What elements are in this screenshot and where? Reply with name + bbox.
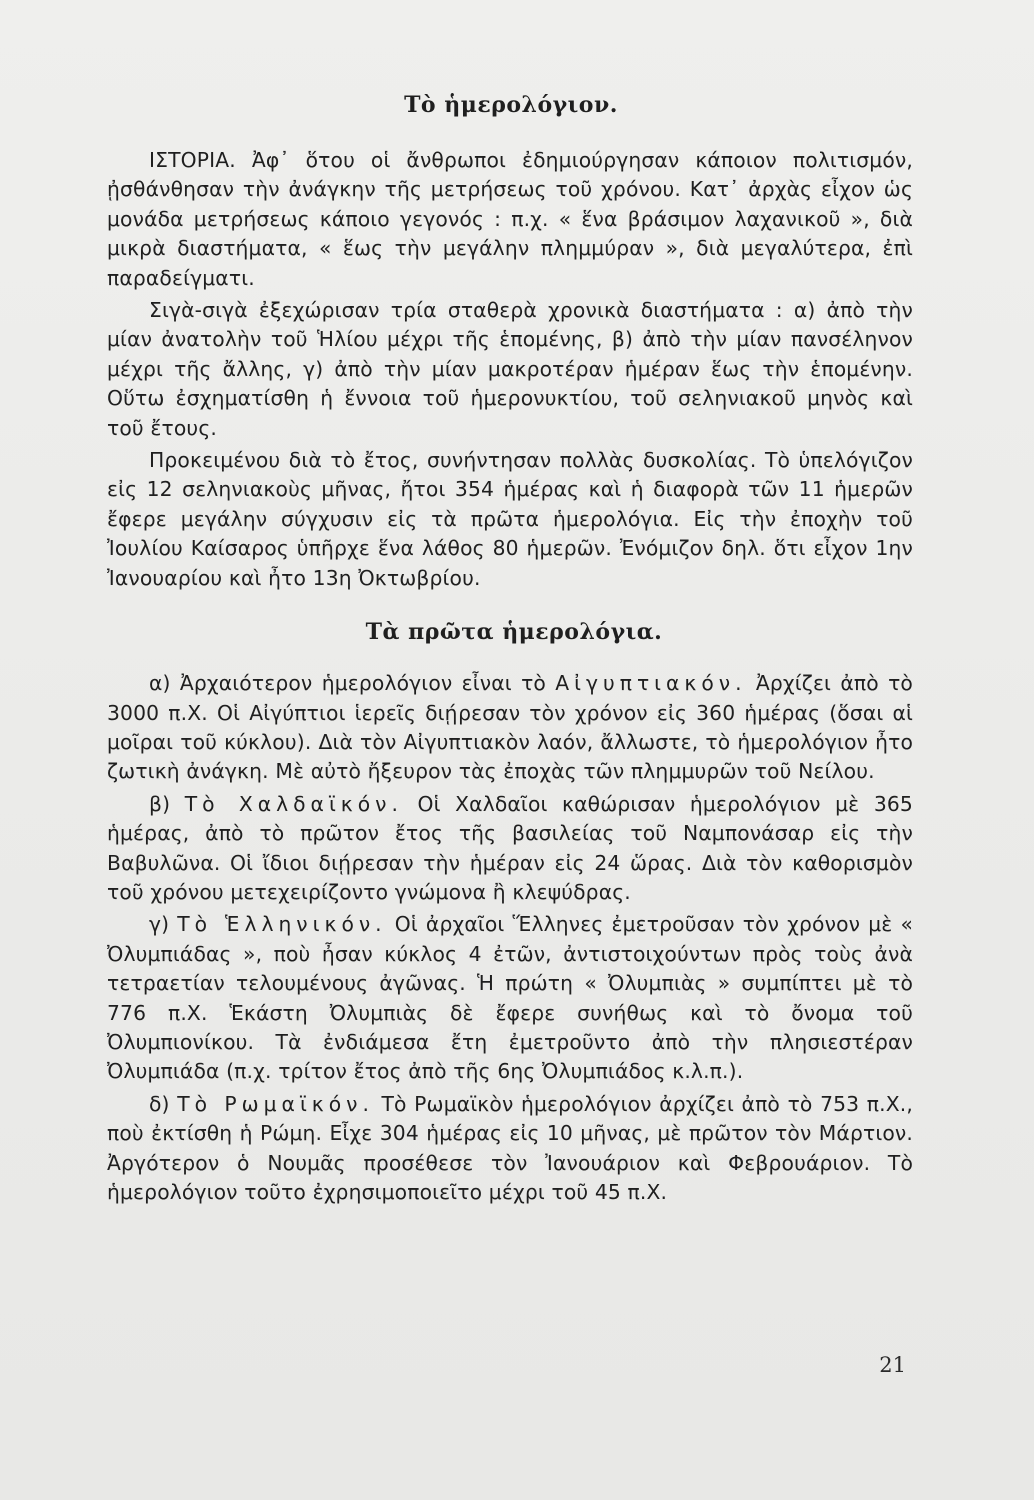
history-paragraph-1: ΙΣΤΟΡΙΑ. Ἀφ᾽ ὅτου οἱ ἄνθρωποι ἐδημιούργησαν κάποιον πολιτισμόν, ᾐσθάνθησαν τὴν ἀνάγκην τῆς μετρήσεως τοῦ χρόνου. Κατ᾽ ἀρχὰς εἶχον ὡς μονάδα μετρήσεως κάποιο γεγονός : π.χ. « ἕνα βράσιμον λαχανικοῦ », διὰ μικρὰ διαστήματα, « ἕως τὴν μεγάλην πλημμύραν », διὰ μεγαλύτερα, ἐπὶ παραδείγματι. (107, 148, 913, 290)
calendar-egyptian (107, 669, 913, 787)
calendar-greek (107, 910, 913, 1086)
history-paragraph-3: Προκειμένου διὰ τὸ ἔτος, συνήντησαν πολλὰς δυσκολίας. Τὸ ὑπελόγιζον εἰς 12 σεληνιακοὺς μῆνας, ἤτοι 354 ἡμέρας καὶ ἡ διαφορὰ τῶν 11 ἡμερῶν ἔφερε μεγάλην σύγχυσιν εἰς τὰ πρῶτα ἡμερολόγια. Εἰς τὴν ἐποχὴν τοῦ Ἰουλίου Καίσαρος ὑπῆρχε ἕνα λάθος 80 ἡμερῶν. Ἐνόμιζον δηλ. ὅτι εἶχον 1ην Ἰανουαρίου καὶ ἦτο 13η Ὀκτωβρίου. (107, 448, 913, 590)
history-paragraph-2: Σιγὰ-σιγὰ ἐξεχώρισαν τρία σταθερὰ χρονικὰ διαστήματα : α) ἀπὸ τὴν μίαν ἀνατολὴν τοῦ Ἡλίου μέχρι τῆς ἑπομένης, β) ἀπὸ τὴν μίαν πανσέληνον μέχρι τῆς ἄλλης, γ) ἀπὸ τὴν μίαν μακροτέραν ἡμέραν ἕως τὴν ἑπομένην. Οὕτω ἐσχηματίσθη ἡ ἔννοια τοῦ ἡμερονυκτίου, τοῦ σεληνιακοῦ μηνὸς καὶ τοῦ ἔτους. (107, 298, 913, 440)
calendar-chaldean-name: Τὸ Χαλδαϊκόν. (184, 791, 403, 816)
calendar-chaldean (107, 790, 913, 908)
section-title: Τὰ πρῶτα ἡμερολόγια. (365, 619, 663, 646)
calendar-greek-name: Τὸ Ἑλληνικόν. (177, 912, 387, 937)
calendar-greek-prefix: γ) (149, 912, 178, 937)
calendar-egyptian-name: Αἰγυπτιακόν. (555, 671, 747, 696)
calendar-roman (107, 1090, 913, 1208)
page-number: 21 (879, 1353, 906, 1377)
text-column (107, 92, 913, 1207)
calendar-chaldean-prefix: β) (149, 791, 185, 816)
page-title: Τὸ ἡμερολόγιον. (404, 92, 618, 118)
calendar-roman-prefix: δ) (149, 1091, 178, 1116)
calendar-roman-name: Τὸ Ρωμαϊκόν. (177, 1091, 374, 1116)
calendar-chaldean-text: Οἱ Χαλδαῖοι καθώρισαν ἡμερολόγιον μὲ 365 ἡμέρας, ἀπὸ τὸ πρῶτον ἔτος τῆς βασιλείας τοῦ Ναμπονάσαρ εἰς τὴν Βαβυλῶνα. Οἱ ἴδιοι διῄρεσαν τὴν ἡμέραν εἰς 24 ὥρας. Διὰ τὸν καθορισμὸν τοῦ χρόνου μετεχειρίζοντο γνώμονα ἢ κλεψύδρας. (107, 791, 913, 904)
calendar-roman-text: Τὸ Ρωμαϊκὸν ἡμερολόγιον ἀρχίζει ἀπὸ τὸ 753 π.Χ., ποὺ ἐκτίσθη ἡ Ρώμη. Εἶχε 304 ἡμέρας εἰς 10 μῆνας, μὲ πρῶτον τὸν Μάρτιον. Ἀργότερον ὁ Νουμᾶς προσέθεσε τὸν Ἰανουάριον καὶ Φεβρουάριον. Τὸ ἡμερολόγιον τοῦτο ἐχρησιμοποιεῖτο μέχρι τοῦ 45 π.Χ. (107, 1091, 914, 1204)
calendar-egyptian-text: Ἀρχίζει ἀπὸ τὸ 3000 π.Χ. Οἱ Αἰγύπτιοι ἱερεῖς διῄρεσαν τὸν χρόνον εἰς 360 ἡμέρας (ὅσαι αἱ μοῖραι τοῦ κύκλου). Διὰ τὸν Αἰγυπτιακὸν λαόν, ἄλλωστε, τὸ ἡμερολόγιον ἦτο ζωτικὴ ἀνάγκη. Μὲ αὐτὸ ἤξευρον τὰς ἐποχὰς τῶν πλημμυρῶν τοῦ Νείλου. (107, 671, 913, 784)
calendar-greek-text: Οἱ ἀρχαῖοι Ἕλληνες ἐμετροῦσαν τὸν χρόνον μὲ « Ὀλυμπιάδας », ποὺ ἦσαν κύκλος 4 ἐτῶν, ἀντιστοιχούντων πρὸς τοὺς ἀνὰ τετραετίαν τελουμένους ἀγῶνας. Ἡ πρώτη « Ὀλυμπιὰς » συμπίπτει μὲ τὸ 776 π.Χ. Ἑκάστη Ὀλυμπιὰς δὲ ἔφερε συνήθως καὶ τὸ ὄνομα τοῦ Ὀλυμπιονίκου. Τὰ ἐνδιάμεσα ἔτη ἐμετροῦντο ἀπὸ τὴν πλησιεστέραν Ὀλυμπιάδα (π.χ. τρίτον ἔτος ἀπὸ τῆς 6ης Ὀλυμπιάδος κ.λ.π.). (107, 912, 914, 1084)
calendar-egyptian-prefix: α) Ἀρχαιότερον ἡμερολόγιον εἶναι τὸ (149, 671, 556, 696)
